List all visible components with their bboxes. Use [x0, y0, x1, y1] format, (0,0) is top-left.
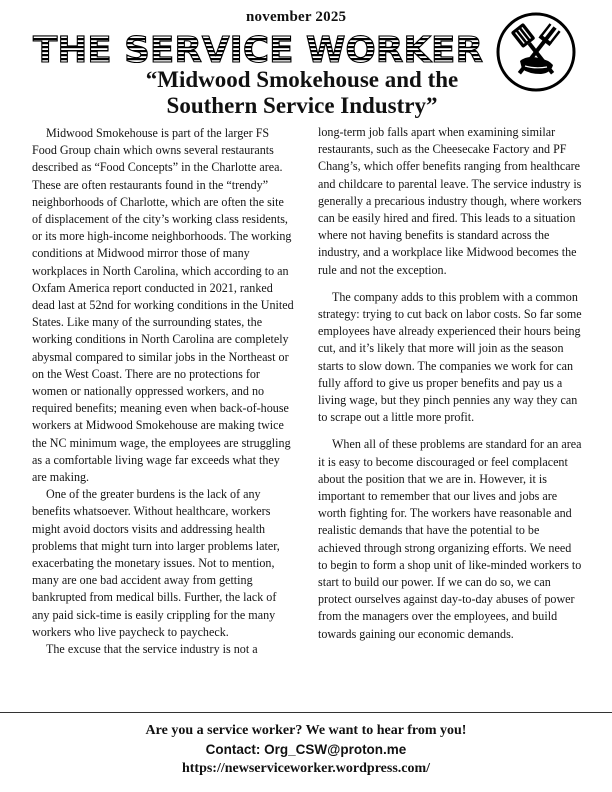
paragraph: When all of these problems are standard for an area it is easy to become discouraged or feel complacent about the position that we are in. However, it is important to remember that our lives and jobs are worth fighting for. The workers have reasonable and realistic demands that have the potential to be achieved through strong organizing efforts. We need to begin to form a shop unit of like-minded workers to start to build our power. If we can do so, we can protect ourselves against day-to-day abuses of power from the managers over the employees, and build towards gaining our economic demands.: [318, 437, 582, 641]
paragraph: The excuse that the service industry is not a: [46, 642, 258, 657]
footer-divider: [0, 712, 612, 713]
article-column-left: [32, 125, 294, 658]
article-headline: [110, 67, 494, 119]
masthead-text: THE SERVICE WORKER: [33, 34, 483, 66]
footer-website-link[interactable]: https://newserviceworker.wordpress.com/: [181, 761, 431, 776]
masthead-title: [32, 34, 484, 66]
headline-line-2: Southern Service Industry”: [166, 93, 438, 118]
footer-call-to-action: Are you a service worker? We want to hear from you!: [145, 723, 467, 738]
issue-date: november 2025: [246, 9, 347, 25]
footer: [0, 721, 612, 778]
footer-contact-email[interactable]: Contact: Org_CSW@proton.me: [205, 742, 407, 757]
article-column-right: [318, 124, 583, 643]
masthead-wordmark: [32, 34, 484, 66]
paragraph: long-term job falls apart when examining similar restaurants, such as the Cheesecake Factory and PF Chang’s, which offer benefits ranging from healthcare and childcare to parental leave. The service industry is generally a precarious industry though, where workers can be easily hired and fired. This leads to a situation where not having benefits is standard across the industry, and a workplace like Midwood becomes the rule and not the exception.: [318, 125, 582, 277]
paragraph: Midwood Smokehouse is part of the larger FS Food Group chain which owns several restaurants described as “Food Concepts” in the Charlotte area. These are often restaurants found in the “trendy” neighborhoods of Charlotte, which are often the site of displacement of the city’s working class residents, or its more high-income neighborhoods. The working conditions at Midwood mirror those of many workplaces in North Carolina, which according to an Oxfam America report conducted in 2021, ranked dead last at 52nd for working conditions in the United States. Like many of the surrounding states, the working conditions in North Carolina are completely abysmal compared to similar jobs in the Northeast or on the West Coast. There are no protections for women or nationally oppressed workers, and no required benefits; meaning even when back-of-house workers at Midwood Smokehouse are making twice the NC minimum wage, the employees are struggling as a comfortable living wage far exceeds what they are making.: [32, 126, 294, 485]
paragraph: The company adds to this problem with a common strategy: trying to cut back on labor costs. So far some employees have already experienced their hours being cut, and it’s likely that more will join as the season starts to slow down. The companies we work for can fully afford to give us proper benefits and pay us a living wage, but they pinch pennies any way they can to scrape out a little more profit.: [318, 289, 582, 425]
paragraph: One of the greater burdens is the lack of any benefits whatsoever. Without healthcare, workers might avoid doctors visits and addressing health problems that might turn into larger problems later, exacerbating the monetary issues. Not to mention, many are one bad accident away from getting bankrupted from medical bills. Further, the lack of any paid sick-time is easily crippling for the many workers who live paycheck to paycheck.: [32, 487, 280, 639]
fork-spatula-hand-icon: [495, 11, 577, 93]
headline-line-1: “Midwood Smokehouse and the: [145, 67, 459, 92]
